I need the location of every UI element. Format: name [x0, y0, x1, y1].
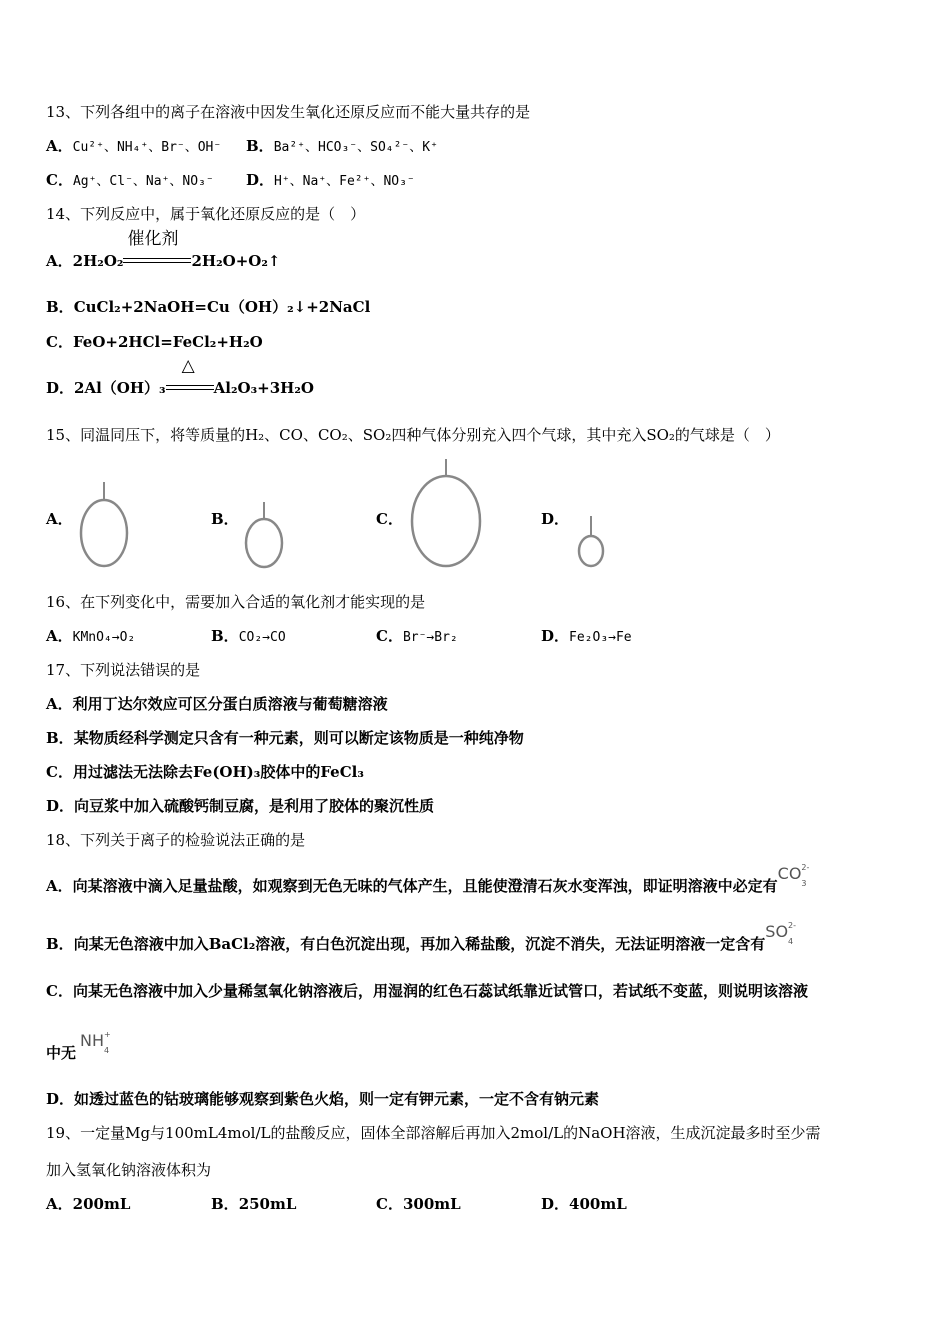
q18-b-label: B．	[46, 935, 74, 953]
q19-option-d	[541, 1194, 627, 1214]
q15-d-label: D．	[541, 510, 570, 528]
q13-d-label: D．	[246, 171, 275, 189]
q16-d-text: Fe₂O₃→Fe	[569, 630, 632, 645]
q15-c-label: C．	[376, 510, 403, 528]
q19-b-label: B．	[211, 1195, 239, 1213]
q14-d-right: Al₂O₃+3H₂O	[213, 379, 314, 397]
q17-option-a	[46, 694, 388, 714]
q17-b-text: 某物质经科学测定只含有一种元素，则可以断定该物质是一种纯净物	[73, 729, 524, 747]
q18-b-ion-charge: 2-	[788, 921, 797, 930]
q13-c-label: C．	[46, 171, 73, 189]
q15-stem: 15、同温同压下，将等质量的H₂、CO、CO₂、SO₂四种气体分别充入四个气球，其中充入SO₂的气球是（ ）	[46, 426, 780, 444]
q19-a-text: 200mL	[72, 1195, 131, 1213]
q13-d-text: H⁺、Na⁺、Fe²⁺、NO₃⁻	[274, 174, 415, 189]
q18-stem: 18、下列关于离子的检验说法正确的是	[46, 831, 306, 849]
q19-option-c	[376, 1194, 461, 1214]
q18-c-ion-charge: +	[104, 1030, 111, 1039]
q17-a-label: A．	[46, 695, 73, 713]
q13-c-text: Ag⁺、Cl⁻、Na⁺、NO₃⁻	[72, 174, 214, 189]
q15-b-label: B．	[211, 510, 239, 528]
q14-c-text: FeO+2HCl=FeCl₂+H₂O	[72, 333, 263, 351]
balloon-d-icon	[576, 516, 606, 568]
q14-b-text: CuCl₂+2NaOH=Cu（OH）₂↓+2NaCl	[73, 298, 371, 316]
q16-option-d	[541, 626, 632, 648]
q19-a-label: A．	[46, 1195, 73, 1213]
q15-a-label: A．	[46, 510, 73, 528]
q18-option-b	[46, 921, 797, 954]
q14-option-b	[46, 297, 370, 317]
q14-a-right: 2H₂O+O₂↑	[191, 252, 281, 270]
q16-c-text: Br⁻→Br₂	[402, 630, 458, 645]
q14-option-c	[46, 332, 263, 352]
q13-option-c	[46, 170, 214, 192]
q17-d-text: 向豆浆中加入硫酸钙制豆腐，是利用了胶体的聚沉性质	[74, 797, 435, 815]
q13-a-text: Cu²⁺、NH₄⁺、Br⁻、OH⁻	[72, 140, 222, 155]
q18-c-ion	[80, 1030, 111, 1055]
q18-a-label: A．	[46, 877, 73, 895]
q14-d-label: D．	[46, 379, 75, 397]
balloon-c-icon	[408, 459, 484, 569]
q18-c-ion-base: NH	[80, 1031, 105, 1050]
q13-b-text: Ba²⁺、HCO₃⁻、SO₄²⁻、K⁺	[273, 140, 438, 155]
q18-a-ion	[777, 863, 810, 888]
q13-option-a	[46, 136, 221, 158]
q18-c-ion-index: 4	[104, 1046, 110, 1055]
q19-option-b	[211, 1194, 296, 1214]
q18-a-text: 向某溶液中滴入足量盐酸，如观察到无色无味的气体产生，且能使澄清石灰水变浑浊，即证明溶液中必定有	[72, 877, 778, 895]
q14-d-left: 2Al（OH）₃	[74, 379, 166, 397]
q17-option-c	[46, 762, 364, 782]
q16-b-label: B．	[211, 627, 239, 645]
q16-d-label: D．	[541, 627, 570, 645]
q17-stem: 17、下列说法错误的是	[46, 661, 201, 679]
q14-b-label: B．	[46, 298, 74, 316]
q14-option-a	[46, 229, 281, 271]
q14-stem: 14、下列反应中，属于氧化还原反应的是（ ）	[46, 205, 366, 223]
q16-b-text: CO₂→CO	[238, 630, 286, 645]
equals-arrow-icon	[123, 229, 191, 271]
q16-stem: 16、在下列变化中，需要加入合适的氧化剂才能实现的是	[46, 593, 426, 611]
q19-d-label: D．	[541, 1195, 570, 1213]
q18-a-ion-charge: 2-	[801, 863, 810, 872]
q16-option-c	[376, 626, 458, 648]
q18-c-text-1: 向某无色溶液中加入少量稀氢氧化钠溶液后，用湿润的红色石蕊试纸靠近试管口，若试纸不变蓝，则说明该溶液	[72, 982, 808, 1000]
q14-a-left: 2H₂O₂	[72, 252, 124, 270]
q16-c-label: C．	[376, 627, 403, 645]
q19-option-a	[46, 1194, 130, 1214]
balloon-a-icon	[76, 482, 132, 570]
q14-d-condition: △	[181, 356, 195, 376]
q19-c-text: 300mL	[402, 1195, 461, 1213]
q19-stem-2: 加入氢氧化钠溶液体积为	[46, 1161, 212, 1179]
q18-option-c	[46, 981, 808, 1001]
q18-b-text: 向某无色溶液中加入BaCl₂溶液，有白色沉淀出现，再加入稀盐酸，沉淀不消失，无法证明溶液一定含有	[73, 935, 766, 953]
q18-d-text: 如透过蓝色的钴玻璃能够观察到紫色火焰，则一定有钾元素，一定不含有钠元素	[74, 1090, 600, 1108]
q14-c-label: C．	[46, 333, 73, 351]
q18-b-ion	[765, 921, 797, 946]
q17-a-text: 利用丁达尔效应可区分蛋白质溶液与葡萄糖溶液	[72, 695, 388, 713]
q14-a-condition: 催化剂	[127, 229, 179, 249]
q18-a-ion-base: CO	[777, 864, 802, 883]
q17-c-text: 用过滤法无法除去Fe(OH)₃胶体中的FeCl₃	[72, 763, 364, 781]
q18-option-c-cont	[46, 1030, 111, 1063]
q18-b-ion-index: 4	[788, 937, 794, 946]
q19-d-text: 400mL	[569, 1195, 627, 1213]
q13-a-label: A．	[46, 137, 73, 155]
q17-option-b	[46, 728, 524, 748]
heat-arrow-icon	[166, 356, 214, 398]
q18-d-label: D．	[46, 1090, 75, 1108]
q17-option-d	[46, 796, 434, 816]
q16-a-text: KMnO₄→O₂	[72, 630, 136, 645]
q18-c-text-2: 中无	[46, 1044, 77, 1062]
q19-b-text: 250mL	[238, 1195, 297, 1213]
q19-stem-1-text: 19、一定量Mg与100mL4mol/L的盐酸反应，固体全部溶解后再加入2mol/L的NaOH溶液，生成沉淀最多时至少需	[46, 1124, 821, 1142]
q17-c-label: C．	[46, 763, 73, 781]
q17-d-label: D．	[46, 797, 75, 815]
q18-c-label: C．	[46, 982, 73, 1000]
q14-a-label: A．	[46, 252, 73, 270]
q19-stem-1	[46, 1123, 821, 1143]
q17-b-label: B．	[46, 729, 74, 747]
q13-b-label: B．	[246, 137, 274, 155]
q13-stem: 13、下列各组中的离子在溶液中因发生氧化还原反应而不能大量共存的是	[46, 103, 531, 121]
q16-a-label: A．	[46, 627, 73, 645]
q18-option-d	[46, 1089, 599, 1109]
balloon-b-icon	[243, 502, 285, 570]
q13-option-b	[246, 136, 438, 158]
q16-option-b	[211, 626, 286, 648]
q18-a-ion-index: 3	[801, 879, 807, 888]
q18-b-ion-base: SO	[765, 922, 789, 941]
q16-option-a	[46, 626, 135, 648]
q13-option-d	[246, 170, 415, 192]
q19-c-label: C．	[376, 1195, 403, 1213]
q14-option-d	[46, 356, 314, 398]
q18-option-a	[46, 863, 810, 896]
